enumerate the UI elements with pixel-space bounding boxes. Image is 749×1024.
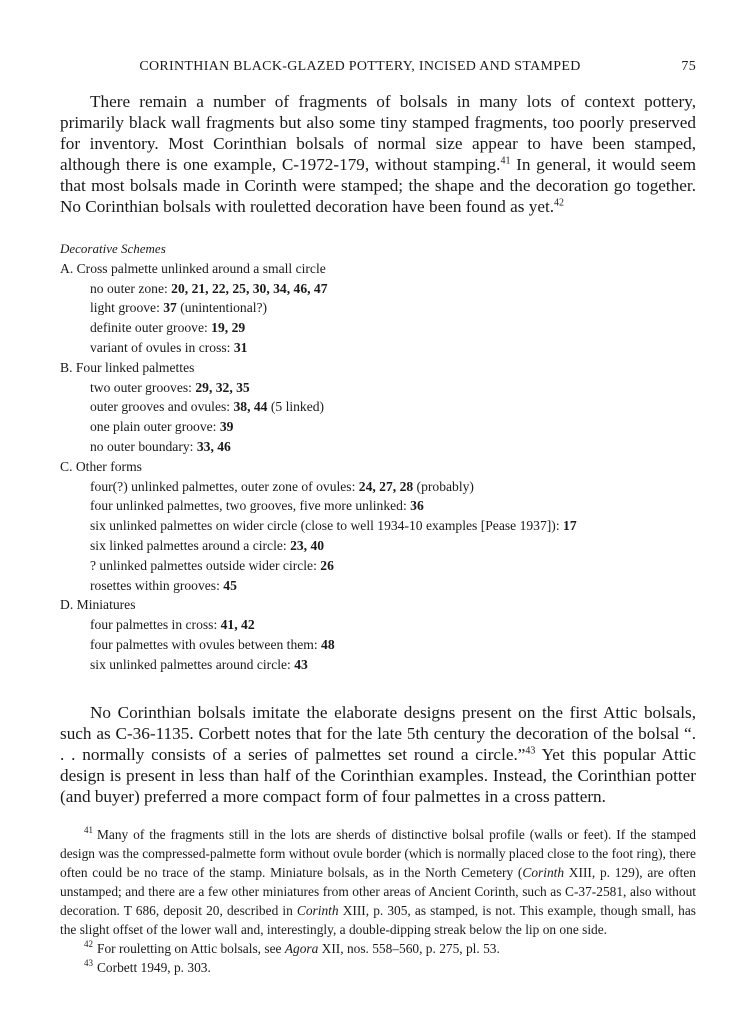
- scheme-item-catalogue-numbers: 23, 40: [290, 537, 325, 553]
- scheme-item-catalogue-numbers: 45: [223, 577, 237, 593]
- footnote-41-text-1: Many of the fragments still in the lots are sherds of distinctive bolsal profile (walls or feet). If the stamped design was the compressed-palmette form without ovule border (which is normally placed close to the foot ring), there often could be no trace of the stamp. Miniature bolsals, as in the North Cemetery (: [60, 826, 696, 880]
- page-number: 75: [681, 59, 696, 74]
- scheme-item-description: six linked palmettes around a circle:: [90, 537, 291, 553]
- paragraph-1-text-b: In general, it would seem that most bolsals made in Corinth were stamped; the shape and the decoration go together. No Corinthian bolsals with rouletted decoration have been found as yet.: [60, 155, 696, 216]
- page: [60, 55, 696, 977]
- footnote-43-number: 43: [84, 958, 93, 969]
- running-title: CORINTHIAN BLACK-GLAZED POTTERY, INCISED AND STAMPED: [139, 59, 581, 74]
- scheme-item-catalogue-numbers: 20, 21, 22, 25, 30, 34, 46, 47: [171, 280, 328, 296]
- scheme-group-title: D. Miniatures: [60, 597, 136, 613]
- paragraph-2-text-a: No Corinthian bolsals imitate the elaborate designs present on the first Attic bolsals, such as C-36-1135. Corbett notes that for the late 5th century the decoration of the bolsal “. . . normally consists of a series of palmettes set round a circle.”: [60, 702, 696, 764]
- paragraph-1-text-a: There remain a number of fragments of bolsals in many lots of context pottery, primarily black wall fragments but also some tiny stamped fragments, too poorly preserved for inventory. Most Corinthian bolsals of normal size appear to have been stamped, although there is one example, C-1972-179, without stamping.: [60, 92, 696, 174]
- scheme-item: [90, 496, 696, 516]
- footnote-41-text-2: XIII, p. 129), are often unstamped; and there are a few other miniatures from other areas of Ancient Corinth, such as C-37-2581, also without decoration. T 686, deposit 20, described in: [60, 864, 696, 918]
- scheme-groups: [60, 259, 696, 675]
- scheme-item-catalogue-numbers: 24, 27, 28: [358, 478, 414, 494]
- decorative-schemes-list: [60, 239, 696, 675]
- footnote-41: [60, 825, 696, 939]
- footnote-42-italic-1: Agora: [284, 940, 319, 956]
- scheme-item-description: rosettes within grooves:: [90, 577, 224, 593]
- scheme-item-catalogue-numbers: 39: [219, 419, 234, 435]
- scheme-item-description: variant of ovules in cross:: [90, 339, 234, 355]
- scheme-item: [90, 615, 696, 635]
- scheme-item-description: no outer zone:: [90, 280, 172, 296]
- scheme-item-catalogue-numbers: 33, 46: [196, 438, 231, 454]
- scheme-item-catalogue-numbers: 43: [294, 656, 308, 672]
- scheme-item-catalogue-numbers: 31: [233, 339, 248, 355]
- scheme-item-catalogue-numbers: 37: [163, 300, 177, 316]
- scheme-item-catalogue-numbers: 38, 44: [233, 399, 268, 415]
- scheme-item-catalogue-numbers: 48: [321, 636, 335, 652]
- footnote-41-text-3: XIII, p. 305, as stamped, is not. This example, though small, has the slight offset of the lower wall and, interestingly, a double-dipping streak below the lip on one side.: [60, 902, 696, 937]
- scheme-group-title: A. Cross palmette unlinked around a small circle: [60, 260, 326, 276]
- footnotes: [60, 825, 696, 977]
- scheme-group-title: C. Other forms: [60, 458, 142, 474]
- scheme-item-description: six unlinked palmettes on wider circle (close to well 1934-10 examples [Pease 1937]):: [90, 518, 564, 534]
- footnote-ref-41[interactable]: 41: [500, 155, 511, 167]
- footnote-ref-43[interactable]: 43: [525, 744, 536, 756]
- scheme-item: [90, 516, 696, 536]
- scheme-item-description: four(?) unlinked palmettes, outer zone of ovules:: [90, 478, 359, 494]
- scheme-group-title: B. Four linked palmettes: [60, 359, 195, 375]
- scheme-item-catalogue-numbers: 26: [320, 557, 334, 573]
- scheme-item-catalogue-numbers: 19, 29: [211, 320, 246, 336]
- scheme-item-description: six unlinked palmettes around circle:: [90, 656, 295, 672]
- footnote-ref-42[interactable]: 42: [554, 197, 565, 209]
- scheme-item: [90, 635, 696, 655]
- paragraph-1: [60, 91, 696, 217]
- footnote-42: [60, 939, 696, 958]
- scheme-item-description: no outer boundary:: [90, 438, 197, 454]
- scheme-item: [90, 279, 696, 299]
- scheme-item: [90, 397, 696, 417]
- footnote-41-italic-2: Corinth: [296, 902, 339, 918]
- scheme-item: [90, 417, 696, 437]
- paragraph-2-text-b: Yet this popular Attic design is present in less than half of the Corinthian examples. Instead, the Corinthian potter (and buyer) preferred a more compact form of four palmettes in a cross pattern.: [60, 744, 696, 806]
- footnote-43: [60, 958, 696, 977]
- scheme-item: [90, 556, 696, 576]
- footnote-42-text-2: XII, nos. 558–560, p. 275, pl. 53.: [318, 940, 500, 956]
- scheme-item: [90, 655, 696, 675]
- scheme-item: [90, 378, 696, 398]
- scheme-item: [90, 437, 696, 457]
- scheme-item: [90, 338, 696, 358]
- scheme-item-catalogue-numbers: 41, 42: [220, 617, 255, 633]
- scheme-item: [90, 298, 696, 318]
- decorative-schemes-title: Decorative Schemes: [60, 241, 166, 256]
- running-header: [60, 55, 696, 77]
- scheme-item-description: ? unlinked palmettes outside wider circle:: [90, 557, 321, 573]
- footnote-42-text-1: For rouletting on Attic bolsals, see: [97, 940, 285, 956]
- scheme-item-description: four unlinked palmettes, two grooves, five more unlinked:: [90, 498, 411, 514]
- scheme-item: [90, 536, 696, 556]
- scheme-item-description: four palmettes with ovules between them:: [90, 636, 322, 652]
- scheme-item: [90, 318, 696, 338]
- scheme-item-description: one plain outer groove:: [90, 419, 220, 435]
- scheme-item-note: (probably): [413, 478, 474, 494]
- scheme-item-description: outer grooves and ovules:: [90, 399, 234, 415]
- footnote-42-number: 42: [84, 939, 93, 950]
- footnote-41-number: 41: [84, 825, 93, 836]
- paragraph-2: [60, 702, 696, 807]
- footnote-43-text: Corbett 1949, p. 303.: [97, 959, 211, 975]
- scheme-item-note: (5 linked): [267, 399, 325, 415]
- scheme-item: [90, 477, 696, 497]
- scheme-item-description: four palmettes in cross:: [90, 617, 221, 633]
- scheme-item-note: (unintentional?): [176, 300, 268, 316]
- footnote-41-italic-1: Corinth: [522, 864, 565, 880]
- scheme-item-description: two outer grooves:: [90, 379, 196, 395]
- scheme-item: [90, 576, 696, 596]
- scheme-item-catalogue-numbers: 29, 32, 35: [195, 379, 250, 395]
- scheme-item-description: definite outer groove:: [90, 320, 212, 336]
- scheme-item-catalogue-numbers: 36: [410, 498, 424, 514]
- scheme-item-catalogue-numbers: 17: [563, 518, 577, 534]
- scheme-item-description: light groove:: [90, 300, 164, 316]
